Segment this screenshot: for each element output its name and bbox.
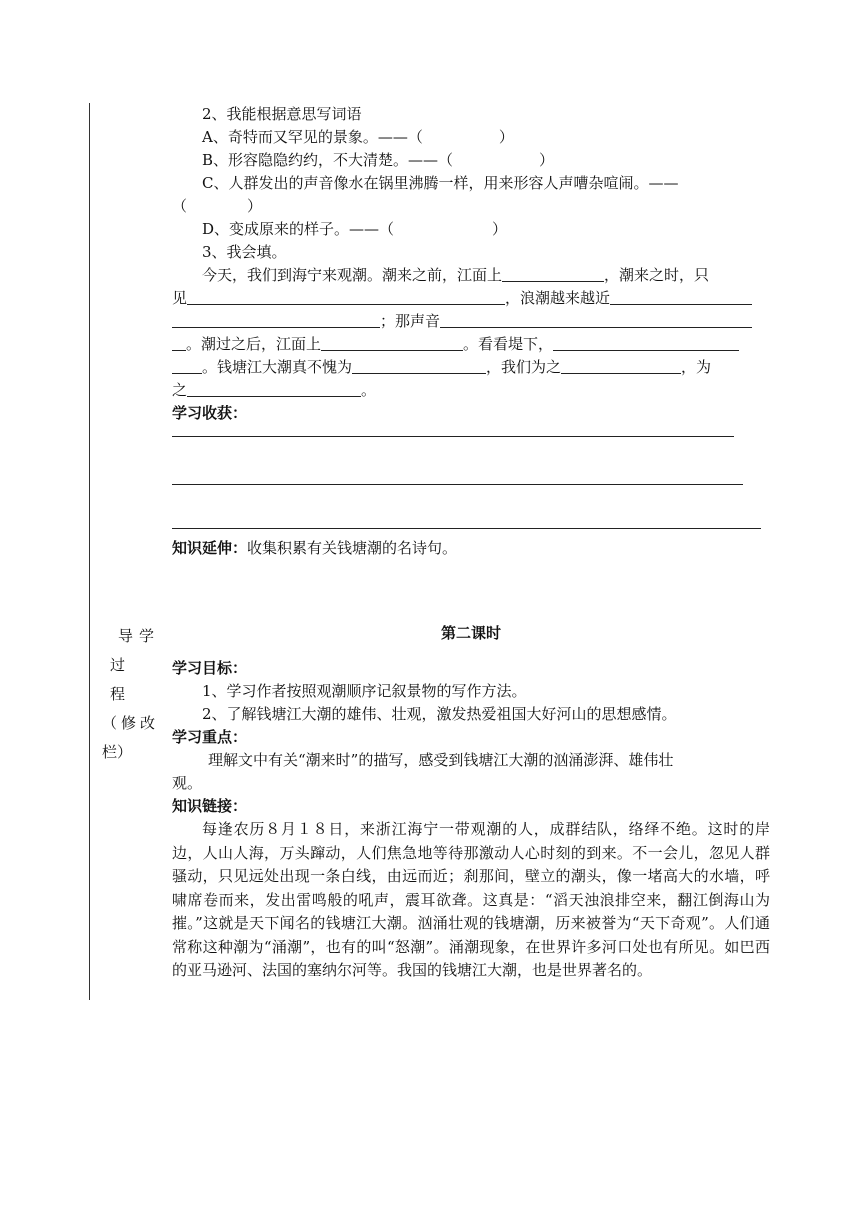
blank-4-cont[interactable] [172, 334, 186, 351]
item-a: A、奇特而又罕见的景象。——（ ） [202, 128, 514, 146]
sidebar-label-3: （修改 [102, 714, 160, 732]
blank-2[interactable] [187, 288, 505, 305]
extension-text: 收集积累有关钱塘潮的名诗句。 [247, 539, 458, 557]
blank-4[interactable] [440, 311, 752, 328]
blank-7[interactable] [352, 357, 486, 374]
focus-label: 学习重点： [172, 728, 248, 746]
item-c: C、人群发出的声音像水在锅里沸腾一样，用来形容人声嘈杂喧闹。—— [202, 174, 679, 192]
sidebar-label-4: 栏） [102, 743, 133, 761]
link-label: 知识链接： [172, 797, 248, 815]
blank-5[interactable] [321, 334, 463, 351]
goals-label: 学习目标： [172, 659, 248, 677]
focus-text-1: 理解文中有关“潮来时”的描写，感受到钱塘江大潮的汹涌澎湃、雄伟壮 [208, 751, 674, 769]
blank-1[interactable] [502, 265, 604, 282]
sidebar-column [100, 622, 160, 767]
fill-line-5: 。钱塘江大潮真不愧为 ，我们为之 ，为 [172, 356, 770, 379]
fill-line-3: ；那声音 [172, 310, 770, 333]
extension-label: 知识延伸： [172, 539, 248, 557]
item-d: D、变成原来的样子。——（ ） [202, 220, 508, 238]
section3-heading: 3、我会填。 [202, 243, 287, 261]
fill-line-1: 今天，我们到海宁来观潮。潮来之前，江面上 ，潮来之时，只 [202, 266, 710, 284]
sidebar-label-1: 导学 [118, 627, 161, 645]
fill-line-2: 见 ，浪潮越来越近 [172, 287, 770, 310]
sidebar-label-2: 过程 [110, 656, 140, 703]
blank-6[interactable] [553, 334, 739, 351]
harvest-label: 学习收获： [172, 404, 248, 422]
blank-6-cont[interactable] [172, 357, 202, 374]
extension-line [172, 537, 770, 560]
fill-line-4: 。潮过之后，江面上 。看看堤下， [172, 333, 770, 356]
goal-2: 2、了解钱塘江大潮的雄伟、壮观，激发热爱祖国大好河山的思想感情。 [202, 705, 677, 723]
blank-3-cont[interactable] [172, 311, 380, 328]
focus-text-2: 观。 [172, 774, 203, 792]
fill-line-6: 之 。 [172, 381, 377, 399]
section2-heading: 2、我能根据意思写词语 [202, 105, 362, 123]
blank-9[interactable] [187, 380, 361, 397]
link-paragraph: 每逢农历８月１８日，来浙江海宁一带观潮的人，成群结队，络绎不绝。这时的岸边，人山人海，万头蹿动，人们焦急地等待那激动人心时刻的到来。不一会儿，忽见人群骚动，只见远处出现一条白线，由远而近；刹那间，壁立的潮头，像一堵高大的水墙，呼啸席卷而来，发出雷鸣般的吼声，震耳欲聋。这真是：“滔天浊浪排空来，翻江倒海山为摧。”这就是天下闻名的钱塘江大潮。汹涌壮观的钱塘潮，历来被誉为“天下奇观”。人们通常称这种潮为“涌潮”，也有的叫“怒潮”。涌潮现象，在世界许多河口处也有所见。如巴西的亚马逊河、法国的塞纳尔河等。我国的钱塘江大潮，也是世界著名的。 [172, 820, 770, 979]
item-c-continuation: （ ） [172, 197, 263, 215]
blank-3[interactable] [610, 288, 752, 305]
goal-1: 1、学习作者按照观潮顺序记叙景物的写作方法。 [202, 682, 527, 700]
main-content [172, 103, 770, 983]
lesson2-title: 第二课时 [440, 624, 501, 642]
table-border-line [89, 103, 90, 1000]
blank-8[interactable] [561, 357, 681, 374]
item-b: B、形容隐隐约约，不大清楚。——（ ） [202, 151, 555, 169]
